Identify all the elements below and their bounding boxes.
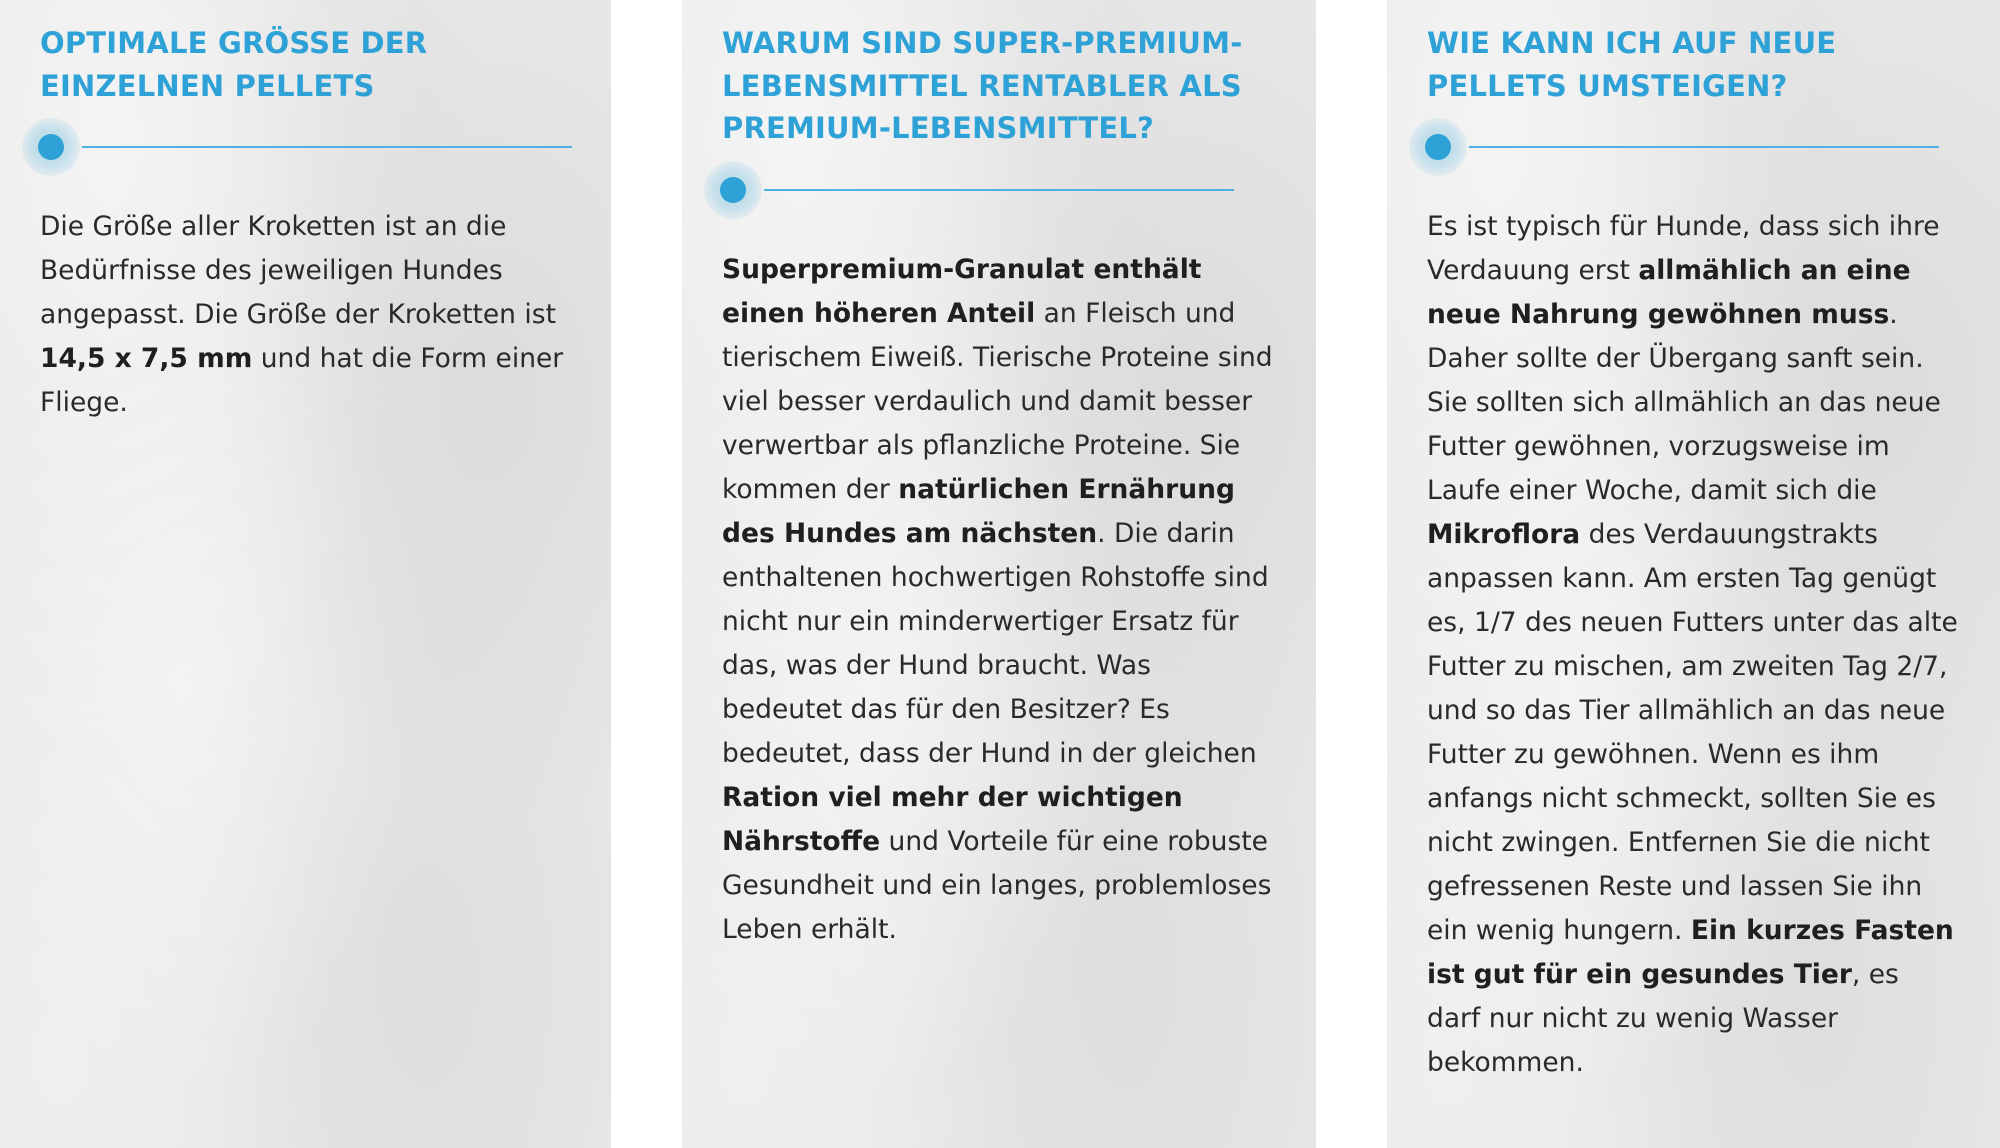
body-segment: . Daher sollte der Übergang sanft sein. Sie sollten sich allmählich an das neue Futter gewöhnen, vorzugsweise im Laufe einer Woche, damit sich die	[1427, 299, 1941, 506]
faq-card-pellet-size	[0, 0, 611, 1148]
card-divider	[22, 113, 571, 183]
bullet-dot-icon	[1425, 134, 1451, 160]
body-segment-bold: allmählich an eine neue Nahrung gewöhnen muss	[1427, 255, 1911, 330]
card-divider	[1409, 113, 1960, 183]
body-segment: Die Größe aller Kroketten ist an die Bedürfnisse des jeweiligen Hundes angepasst. Die Größe der Kroketten ist	[40, 211, 556, 330]
bullet-dot-icon	[720, 177, 746, 203]
card-title: OPTIMALE GRÖSSE DER EINZELNEN PELLETS	[40, 26, 428, 103]
faq-card-switch-pellets	[1387, 0, 2000, 1148]
body-segment-bold: Mikroflora	[1427, 519, 1581, 550]
body-segment-bold: Superpremium-Granulat enthält einen höheren Anteil	[722, 253, 1202, 329]
body-segment: Es ist typisch für Hunde, dass sich ihre Verdauung erst	[1427, 211, 1940, 286]
body-segment-bold: 14,5 x 7,5 mm	[40, 343, 253, 374]
card-body-text	[40, 205, 571, 425]
divider-line	[764, 189, 1234, 191]
body-segment-bold: Ein kurzes Fasten ist gut für ein gesundes Tier	[1427, 915, 1954, 990]
body-segment: und Vorteile für eine robuste Gesundheit und ein langes, problemloses Leben erhält.	[722, 825, 1272, 945]
body-segment-bold: Ration viel mehr der wichtigen Nährstoffe	[722, 781, 1183, 857]
card-body-text	[1427, 205, 1960, 1085]
body-segment-bold: natürlichen Ernährung des Hundes am nächsten	[722, 473, 1235, 549]
body-segment: . Die darin enthaltenen hochwertigen Rohstoffe sind nicht nur ein minderwertiger Ersatz für das, was der Hund braucht. Was bedeutet das für den Besitzer? Es bedeutet, dass der Hund in der gleichen	[722, 517, 1269, 769]
card-divider	[704, 156, 1276, 226]
body-segment: an Fleisch und tierischem Eiweiß. Tierische Proteine sind viel besser verdaulich und damit besser verwertbar als pflanzliche Proteine. Sie kommen der	[722, 297, 1273, 505]
body-segment: , es darf nur nicht zu wenig Wasser bekommen.	[1427, 959, 1899, 1078]
body-segment: und hat die Form einer Fliege.	[40, 343, 564, 418]
card-title: WARUM SIND SUPER-PREMIUM- LEBENSMITTEL RENTABLER ALS PREMIUM-LEBENSMITTEL?	[722, 26, 1243, 145]
card-body-text	[722, 248, 1276, 952]
divider-line	[1469, 146, 1939, 148]
card-title: WIE KANN ICH AUF NEUE PELLETS UMSTEIGEN?	[1427, 26, 1837, 103]
bullet-dot-icon	[38, 134, 64, 160]
faq-card-super-premium	[682, 0, 1316, 1148]
divider-line	[82, 146, 572, 148]
body-segment: des Verdauungstrakts anpassen kann. Am ersten Tag genügt es, 1/7 des neuen Futters unter das alte Futter zu mischen, am zweiten Tag 2/7, und so das Tier allmählich an das neue Futter zu gewöhnen. Wenn es ihm anfangs nicht schmeckt, sollten Sie es nicht zwingen. Entfernen Sie die nicht gefressenen Reste und lassen Sie ihn ein wenig hungern.	[1427, 519, 1958, 946]
